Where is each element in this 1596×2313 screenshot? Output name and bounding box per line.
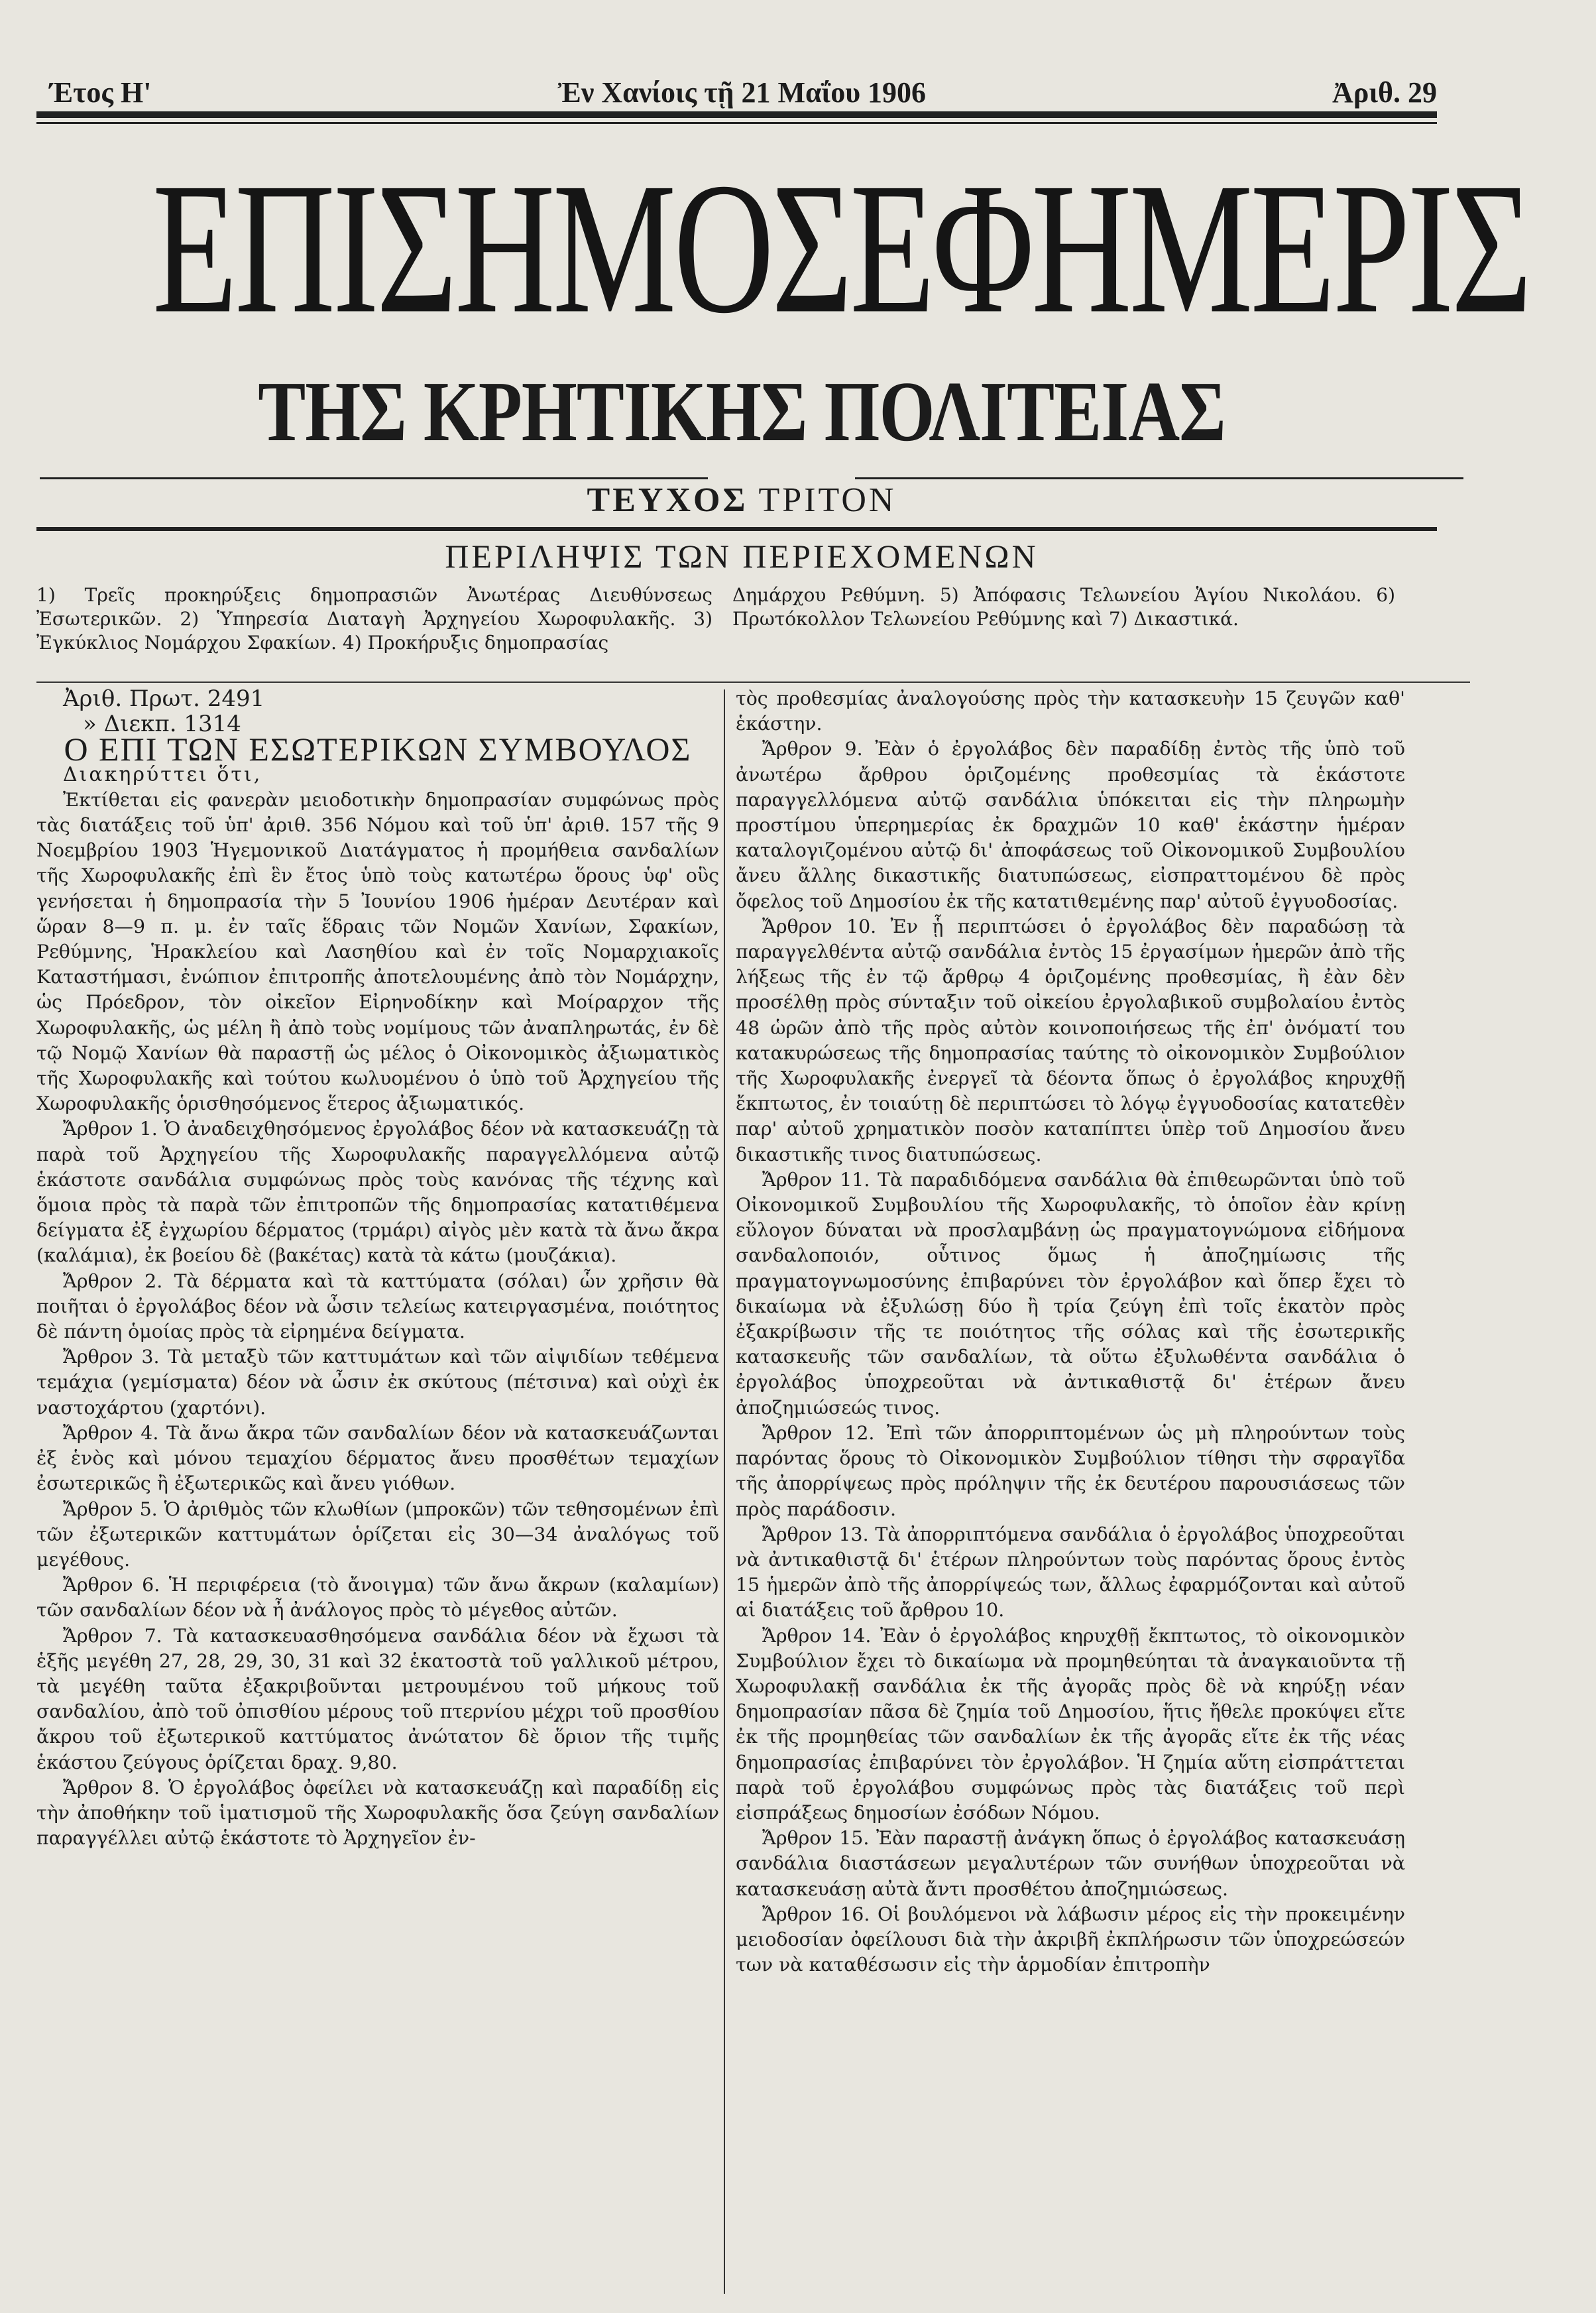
header-line	[50, 63, 1437, 109]
article-8-continued: τὸς προθεσμίας ἀναλογούσης πρὸς τὴν κατασκευὴν 15 ζευγῶν καθ' ἑκάστην.	[736, 687, 1405, 735]
volume-line	[0, 481, 1483, 520]
article-10: Ἄρθρον 10. Ἐν ᾗ περιπτώσει ὁ ἐργολάβος δὲν παραδώσῃ τὰ παραγγελθέντα αὐτῷ σανδάλια ἐντὸς 15 ἐργασίμων ἡμερῶν ἀπὸ τῆς λήξεως τῆς ἐν τῷ ἄρθρῳ 4 ὁριζομένης προθεσμίας, ἢ ἐὰν δὲν προσέλθῃ πρὸς σύνταξιν τοῦ οἰκείου ἐργολαβικοῦ συμβολαίου ἐντὸς 48 ὡρῶν ἀπὸ τῆς πρὸς αὐτὸν κοινοποιήσεως τῆς ἐπ' ὀνόματί του κατακυρώσεως τῆς δημοπρασίας ταύτης τὸ οἰκονομικὸν Συμβούλιον τῆς Χωροφυλακῆς ἐνεργεῖ τὰ δέοντα ὅπως ὁ ἐργολάβος κηρυχθῇ ἔκπτωτος, ἐν τοιαύτῃ δὲ περιπτώσει τὸ λόγῳ ἐγγυοδοσίας κατατεθὲν παρ' αὐτοῦ χρηματικὸν ποσὸν καταπίπτει ὑπὲρ τοῦ Δημοσίου ἄνευ δικαστικῆς τινος διατυπώσεως.	[736, 915, 1405, 1165]
header-rule-thick	[36, 111, 1437, 118]
contents-left: 1) Τρεῖς προκηρύξεις δημοπρασιῶν Ἀνωτέρας Διευθύνσεως Ἐσωτερικῶν. 2) Ὑπηρεσία Διαταγὴ Ἀρχηγείου Χωροφυλακῆς. 3) Ἐγκύκλιος Νομάρχου Σφακίων. 4) Προκήρυξις δημοπρασίας	[36, 584, 712, 654]
contents-title: ΠΕΡΙΛΗΨΙΣ ΤΩΝ ΠΕΡΙΕΧΟΜΕΝΩΝ	[445, 538, 1039, 575]
declares-line: Διακηρύττει ὅτι,	[63, 762, 262, 786]
volume-bold: ΤΕΥΧΟΣ	[587, 481, 748, 519]
section-rule	[36, 527, 1437, 531]
column-divider	[724, 689, 725, 2294]
article-6: Ἄρθρον 6. Ἡ περιφέρεια (τὸ ἄνοιγμα) τῶν ἄνω ἄκρων (καλαμίων) τῶν σανδαλίων δέον νὰ ἦ ἀνάλογος πρὸς τὸ μέγεθος αὐτῶν.	[36, 1574, 719, 1622]
masthead	[152, 145, 1530, 353]
left-column	[36, 686, 719, 1851]
article-11: Ἄρθρον 11. Τὰ παραδιδόμενα σανδάλια θὰ ἐπιθεωρῶνται ὑπὸ τοῦ Οἰκονομικοῦ Συμβουλίου τῆς Χωροφυλακῆς, τὸ ὁποῖον ἐὰν κρίνῃ εὔλογον δύναται νὰ προσλαμβάνῃ ὡς πραγματογνώμονα εἰδήμονα σανδαλοποιόν, οὗτινος ὅμως ἡ ἀποζημίωσις τῆς πραγματογνωμοσύνης ἐπιβαρύνει τὸν ἐργολάβον καὶ ὅπερ ἔχει τὸ δικαίωμα νὰ ἐξυλώσῃ δύο ἢ τρία ζεύγη ἐπὶ τοῖς ἑκατὸν πρὸς ἐξακρίβωσιν τῆς τε ποιότητος τῆς σόλας καὶ τῆς ἐσωτερικῆς κατασκευῆς τῶν σανδαλίων, τὰ οὕτω ἐξυλωθέντα σανδάλια ὁ ἐργολάβος ὑποχρεοῦται νὰ ἀντικαθιστᾷ δι' ἑτέρων ἄνευ ἀποζημιώσεώς τινος.	[736, 1168, 1405, 1419]
paragraph: Ἐκτίθεται εἰς φανερὰν μειοδοτικὴν δημοπρασίαν συμφώνως πρὸς τὰς διατάξεις τοῦ ὑπ' ἀριθ. 356 Νόμου καὶ τοῦ ὑπ' ἀριθ. 157 τῆς 9 Νοεμβρίου 1903 Ἡγεμονικοῦ Διατάγματος ἡ προμήθεια σανδαλίων τῆς Χωροφυλακῆς ἐπὶ ἓν ἔτος ὑπὸ τοὺς κατωτέρω ὅρους ὑφ' οὓς γενήσεται ἡ δημοπρασία τὴν 5 Ἰουνίου 1906 ἡμέραν Δευτέραν καὶ ὥραν 8—9 π. μ. ἐν ταῖς ἕδραις τῶν Νομῶν Χανίων, Σφακίων, Ρεθύμνης, Ἡρακλείου καὶ Λασηθίου καὶ ἐν τοῖς Νομαρχιακοῖς Καταστήμασι, ἐνώπιον ἐπιτροπῆς ἀποτελουμένης ἀπὸ τὸν Νομάρχην, ὡς Πρόεδρον, τὸν οἰκεῖον Εἰρηνοδίκην καὶ Μοίραρχον τῆς Χωροφυλακῆς, ὡς μέλη ἢ ἀπὸ τοὺς νομίμους τῶν ἀναπληρωτάς, ἐν δὲ τῷ Νομῷ Χανίων θὰ παραστῇ ὡς μέλος ὁ Οἰκονομικὸς ἀξιωματικὸς τῆς Χωροφυλακῆς καὶ τούτου κωλυομένου ὁ ὑπὸ τοῦ Ἀρχηγείου τῆς Χωροφυλακῆς ὁρισθησόμενος ἕτερος ἀξιωματικός.	[36, 788, 719, 1115]
volume-rule-left	[40, 477, 708, 479]
article-9: Ἄρθρον 9. Ἐὰν ὁ ἐργολάβος δὲν παραδίδῃ ἐντὸς τῆς ὑπὸ τοῦ ἀνωτέρω ἄρθρου ὁριζομένης προθεσμίας τὰ ἑκάστοτε παραγγελλόμενα αὐτῷ σανδάλια ὑπόκειται εἰς τὴν πληρωμὴν προστίμου ὑπερημερίας ἐκ δραχμῶν 10 καθ' ἑκάστην ἡμέραν καταλογιζομένου αὐτῷ δι' ἀποφάσεως τοῦ Οἰκονομικοῦ Συμβουλίου ἄνευ ἄλλης δικαστικῆς διατυπώσεως, εἰσπραττομένου δὲ πρὸς ὄφελος τοῦ Δημοσίου ἐκ τῆς κατατιθεμένης παρ' αὐτοῦ ἐγγυοδοσίας.	[736, 738, 1405, 912]
right-column	[736, 686, 1405, 1978]
article-13: Ἄρθρον 13. Τὰ ἀπορριπτόμενα σανδάλια ὁ ἐργολάβος ὑποχρεοῦται νὰ ἀντικαθιστᾷ δι' ἑτέρων πληρούντων τοὺς παρόντας ὅρους ἐντὸς 15 ἡμερῶν ἀπὸ τῆς ἀπορρίψεώς των, ἄλλως ἐφαρμόζονται καὶ αὐτοῦ αἱ διατάξεις τοῦ ἄρθρου 10.	[736, 1523, 1405, 1622]
article-15: Ἄρθρον 15. Ἐὰν παραστῇ ἀνάγκη ὅπως ὁ ἐργολάβος κατασκευάσῃ σανδάλια διαστάσεων μεγαλυτέρων τῶν συνήθων ὑποχρεοῦται νὰ κατασκευάσῃ αὐτὰ ἄντι προσθέτου ἀποζημιώσεως.	[736, 1827, 1405, 1900]
dispatch-number: » Διεκπ. 1314	[83, 711, 241, 738]
issue-number: Ἀριθ. 29	[1332, 76, 1437, 109]
council-heading: Ο ΕΠΙ ΤΩΝ ΕΣΩΤΕΡΙΚΩΝ ΣΥΜΒΟΥΛΟΣ	[64, 731, 692, 768]
contents-right: Δημάρχου Ρεθύμνη. 5) Ἀπόφασις Τελωνείου Ἁγίου Νικολάου. 6) Πρωτόκολλον Τελωνείου Ρεθύμνης καὶ 7) Δικαστικά.	[732, 584, 1395, 630]
article-4: Ἄρθρον 4. Τὰ ἄνω ἄκρα τῶν σανδαλίων δέον νὰ κατασκευάζωνται ἐξ ἑνὸς καὶ μόνου τεμαχίου δέρματος ἄνευ προσθέτων τεμαχίων ἐσωτερικῶς ἢ ἐξωτερικῶς καὶ ἄνευ γιόθων.	[36, 1421, 719, 1495]
volume-rest: ΤΡΙΤΟΝ	[758, 481, 897, 519]
article-7: Ἄρθρον 7. Τὰ κατασκευασθησόμενα σανδάλια δέον νὰ ἔχωσι τὰ ἑξῆς μεγέθη 27, 28, 29, 30, 31 καὶ 32 ἑκατοστὰ τοῦ γαλλικοῦ μέτρου, τὰ μεγέθη ταῦτα ἐξακριβοῦνται μετρουμένου τοῦ μήκους τοῦ σανδαλίου, ἀπὸ τοῦ ὀπισθίου μέρους τοῦ πτερνίου μέχρι τοῦ προσθίου ἄκρου τοῦ ἐξωτερικοῦ καττύματος ἀνώτατον δὲ ὅριον τῆς τιμῆς ἑκάστου ζεύγους ὁρίζεται δραχ. 9,80.	[36, 1624, 719, 1773]
year-label: Έτος Η'	[50, 76, 152, 109]
protocol-number: Ἀριθ. Πρωτ. 2491	[63, 685, 265, 712]
article-2: Ἄρθρον 2. Τὰ δέρματα καὶ τὰ καττύματα (σόλαι) ὧν χρῆσιν θὰ ποιῆται ὁ ἐργολάβος δέον νὰ ὦσιν τελείως κατειργασμένα, ποιότητος δὲ πάντη ὁμοίας πρὸς τὰ εἰρημένα δείγματα.	[36, 1270, 719, 1343]
header-rule-thin	[36, 122, 1437, 124]
place-date: Ἐν Χανίοις τῇ 21 Μαΐου 1906	[557, 76, 927, 109]
article-3: Ἄρθρον 3. Τὰ μεταξὺ τῶν καττυμάτων καὶ τῶν αἰψιδίων τεθέμενα τεμάχια (γεμίσματα) δέον νὰ ὦσιν ἐκ σκύτους (πέτσινα) καὶ οὐχὶ ἐκ ναστοχάρτου (χαρτόνι).	[36, 1346, 719, 1419]
article-8: Ἄρθρον 8. Ὁ ἐργολάβος ὀφείλει νὰ κατασκευάζῃ καὶ παραδίδῃ εἰς τὴν ἀποθήκην τοῦ ἱματισμοῦ τῆς Χωροφυλακῆς ὅσα ζεύγη σανδαλίων παραγγέλλει αὐτῷ ἑκάστοτε τὸ Ἀρχηγεῖον ἐν-	[36, 1776, 719, 1850]
masthead-word-right: ΕΦΗΜΕΡΙΣ	[850, 145, 1530, 353]
masthead-word-left: ΕΠΙΣΗΜΟΣ	[152, 145, 850, 353]
contents-rule	[36, 682, 1470, 683]
article-14: Ἄρθρον 14. Ἐὰν ὁ ἐργολάβος κηρυχθῇ ἔκπτωτος, τὸ οἰκονομικὸν Συμβούλιον ἔχει τὸ δικαίωμα νὰ προμηθεύηται τὰ ἀναγκαιοῦντα τῇ Χωροφυλακῇ σανδάλια ἐκ τῆς ἀγορᾶς πρὸς δὲ νὰ κηρύξῃ νέαν δημοπρασίαν πᾶσα δὲ ζημία τοῦ Δημοσίου, ἥτις ἤθελε προκύψει εἴτε ἐκ τῆς προμηθείας τῶν σανδαλίων ἐκ τῆς ἀγορᾶς εἴτε ἐκ τῆς νέας δημοπρασίας ἐπιβαρύνει τὸν ἐργολάβον. Ἡ ζημία αὕτη εἰσπράττεται παρὰ τοῦ ἐργολάβου συμφώνως πρὸς τὰς διατάξεις τοῦ περὶ εἰσπράξεως δημοσίων ἐσόδων Νόμου.	[736, 1624, 1405, 1824]
article-1: Ἄρθρον 1. Ὁ ἀναδειχθησόμενος ἐργολάβος δέον νὰ κατασκευάζῃ τὰ παρὰ τοῦ Ἀρχηγείου τῆς Χωροφυλακῆς παραγγελλόμενα αὐτῷ ἑκάστοτε σανδάλια συμφώνως πρὸς τοὺς κανόνας τῆς τέχνης καὶ ὅμοια πρὸς τὰ παρὰ τῶν ἐπιτροπῶν τῆς δημοπρασίας κατατιθέμενα δείγματα ἐξ ἐγχωρίου δέρματος (τρμάρι) αἰγὸς μὲν κατὰ τὰ ἄνω ἄκρα (καλάμια), ἐκ βοείου δὲ (βακέτας) κατὰ τὰ κάτω (μουζάκια).	[36, 1118, 719, 1267]
volume-rule-right	[855, 477, 1463, 479]
masthead-subtitle: ΤΗΣ ΚΡΗΤΙΚΗΣ ΠΟΛΙΤΕΙΑΣ	[258, 365, 1226, 459]
article-5: Ἄρθρον 5. Ὁ ἀριθμὸς τῶν κλωθίων (μπροκῶν) τῶν τεθησομένων ἐπὶ τῶν ἐξωτερικῶν καττυμάτων ὁρίζεται εἰς 30—34 ἀναλόγως τοῦ μεγέθους.	[36, 1498, 719, 1571]
article-12: Ἄρθρον 12. Ἐπὶ τῶν ἀπορριπτομένων ὡς μὴ πληρούντων τοὺς παρόντας ὅρους τὸ Οἰκονομικὸν Συμβούλιον τίθησι τὴν σφραγῖδα τῆς ἀπορρίψεως πρὸς πρόληψιν τῆς ἐκ δευτέρου παρουσιάσεως τῶν πρὸς παράδοσιν.	[736, 1421, 1405, 1520]
article-16: Ἄρθρον 16. Οἱ βουλόμενοι νὰ λάβωσιν μέρος εἰς τὴν προκειμένην μειοδοσίαν ὀφείλουσι διὰ τὴν ἀκριβῆ ἐκπλήρωσιν τῶν ὑποχρεώσεών των νὰ καταθέσωσιν εἰς τὴν ἁρμοδίαν ἐπιτροπὴν	[736, 1903, 1405, 1976]
